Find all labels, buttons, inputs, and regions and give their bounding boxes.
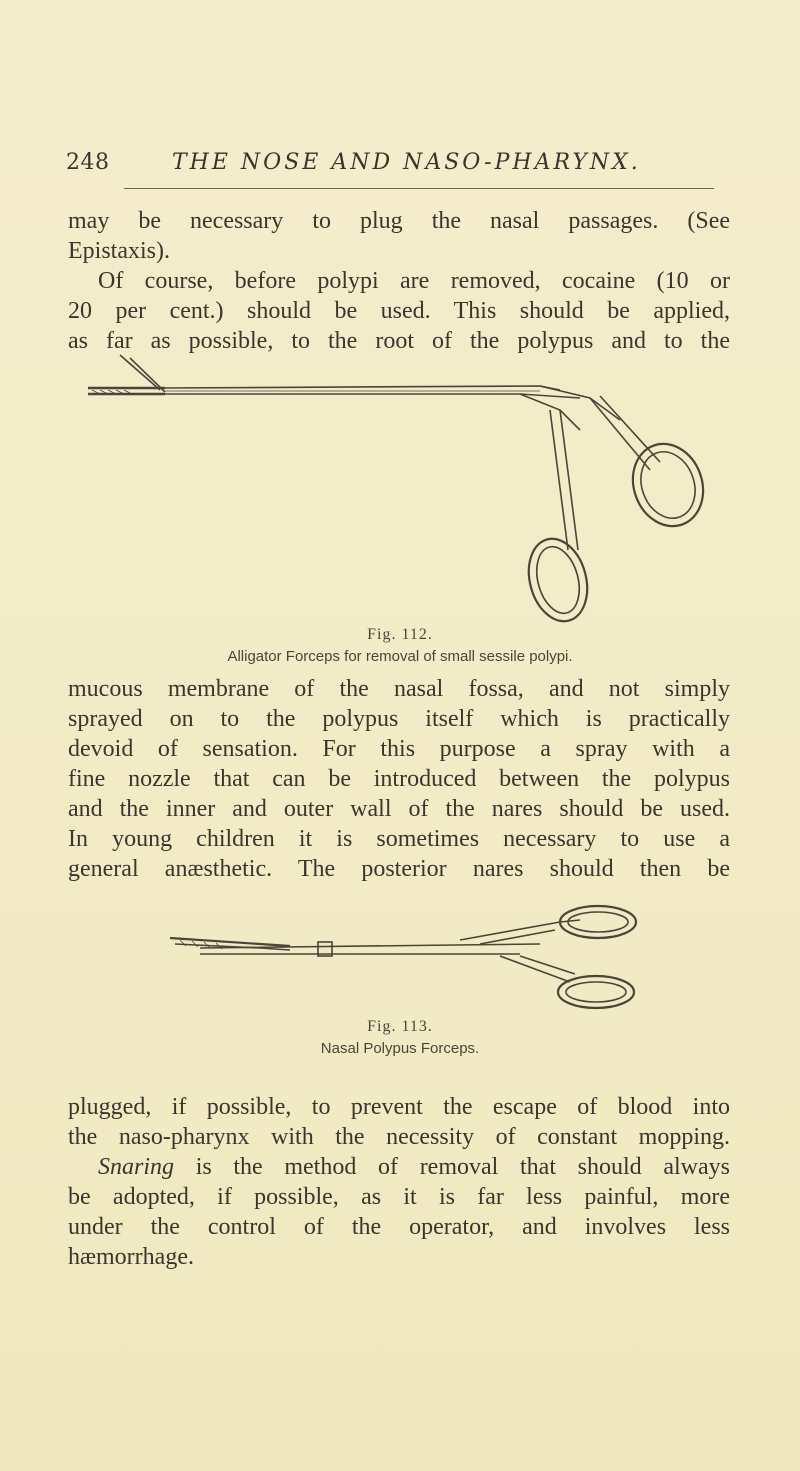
figure-112 <box>0 350 800 670</box>
alligator-forceps-illustration <box>0 350 800 630</box>
header-rule <box>124 188 714 189</box>
text-line: Epistaxis). <box>68 238 170 264</box>
nasal-polypus-forceps-illustration <box>0 900 800 1030</box>
text-line: devoid of sensation. For this purpose a spray with a <box>68 736 730 762</box>
text-line: general anæsthetic. The posterior nares should then be <box>68 856 730 882</box>
figure-113-label <box>0 1018 800 1036</box>
text-line: as far as possible, to the root of the polypus and to the <box>68 328 730 354</box>
paragraph-4 <box>68 1092 730 1152</box>
text-line: sprayed on to the polypus itself which is practically <box>68 706 730 732</box>
figure-112-caption: Alligator Forceps for removal of small sessile polypi. <box>227 648 573 665</box>
text-line: hæmorrhage. <box>68 1244 194 1270</box>
running-title: THE NOSE AND NASO-PHARYNX. <box>172 150 641 175</box>
text-line: the naso-pharynx with the necessity of constant mopping. <box>68 1124 730 1150</box>
figure-113-caption: Nasal Polypus Forceps. <box>320 1040 480 1057</box>
text-line: Of course, before polypi are removed, cocaine (10 or <box>98 268 730 294</box>
text-line: 20 per cent.) should be used. This should be applied, <box>68 298 730 324</box>
figure-label: Fig. 112. <box>367 626 433 643</box>
text-line: may be necessary to plug the nasal passages. (See <box>68 208 730 234</box>
figure-label: Fig. 113. <box>367 1018 433 1035</box>
text-line: fine nozzle that can be introduced between the polypus <box>68 766 730 792</box>
text-line: In young children it is sometimes necessary to use a <box>68 826 730 852</box>
paragraph-3 <box>68 674 730 884</box>
figure-113 <box>0 900 800 1080</box>
page-header <box>66 150 706 190</box>
text-line: mucous membrane of the nasal fossa, and not simply <box>68 676 730 702</box>
figure-112-label <box>0 626 800 644</box>
text-line: plugged, if possible, to prevent the escape of blood into <box>68 1094 730 1120</box>
page-number: 248 <box>66 150 110 175</box>
text-line <box>68 1152 730 1182</box>
italic-term: Snaring <box>98 1154 175 1180</box>
paragraph-1 <box>68 206 730 266</box>
paragraph-5 <box>68 1152 730 1272</box>
text-line: under the control of the operator, and involves less <box>68 1214 730 1240</box>
line-rest: is the method of removal that should always <box>174 1154 730 1180</box>
text-line: and the inner and outer wall of the nares should be used. <box>68 796 730 822</box>
text-line: be adopted, if possible, as it is far less painful, more <box>68 1184 730 1210</box>
paragraph-2 <box>68 266 730 356</box>
